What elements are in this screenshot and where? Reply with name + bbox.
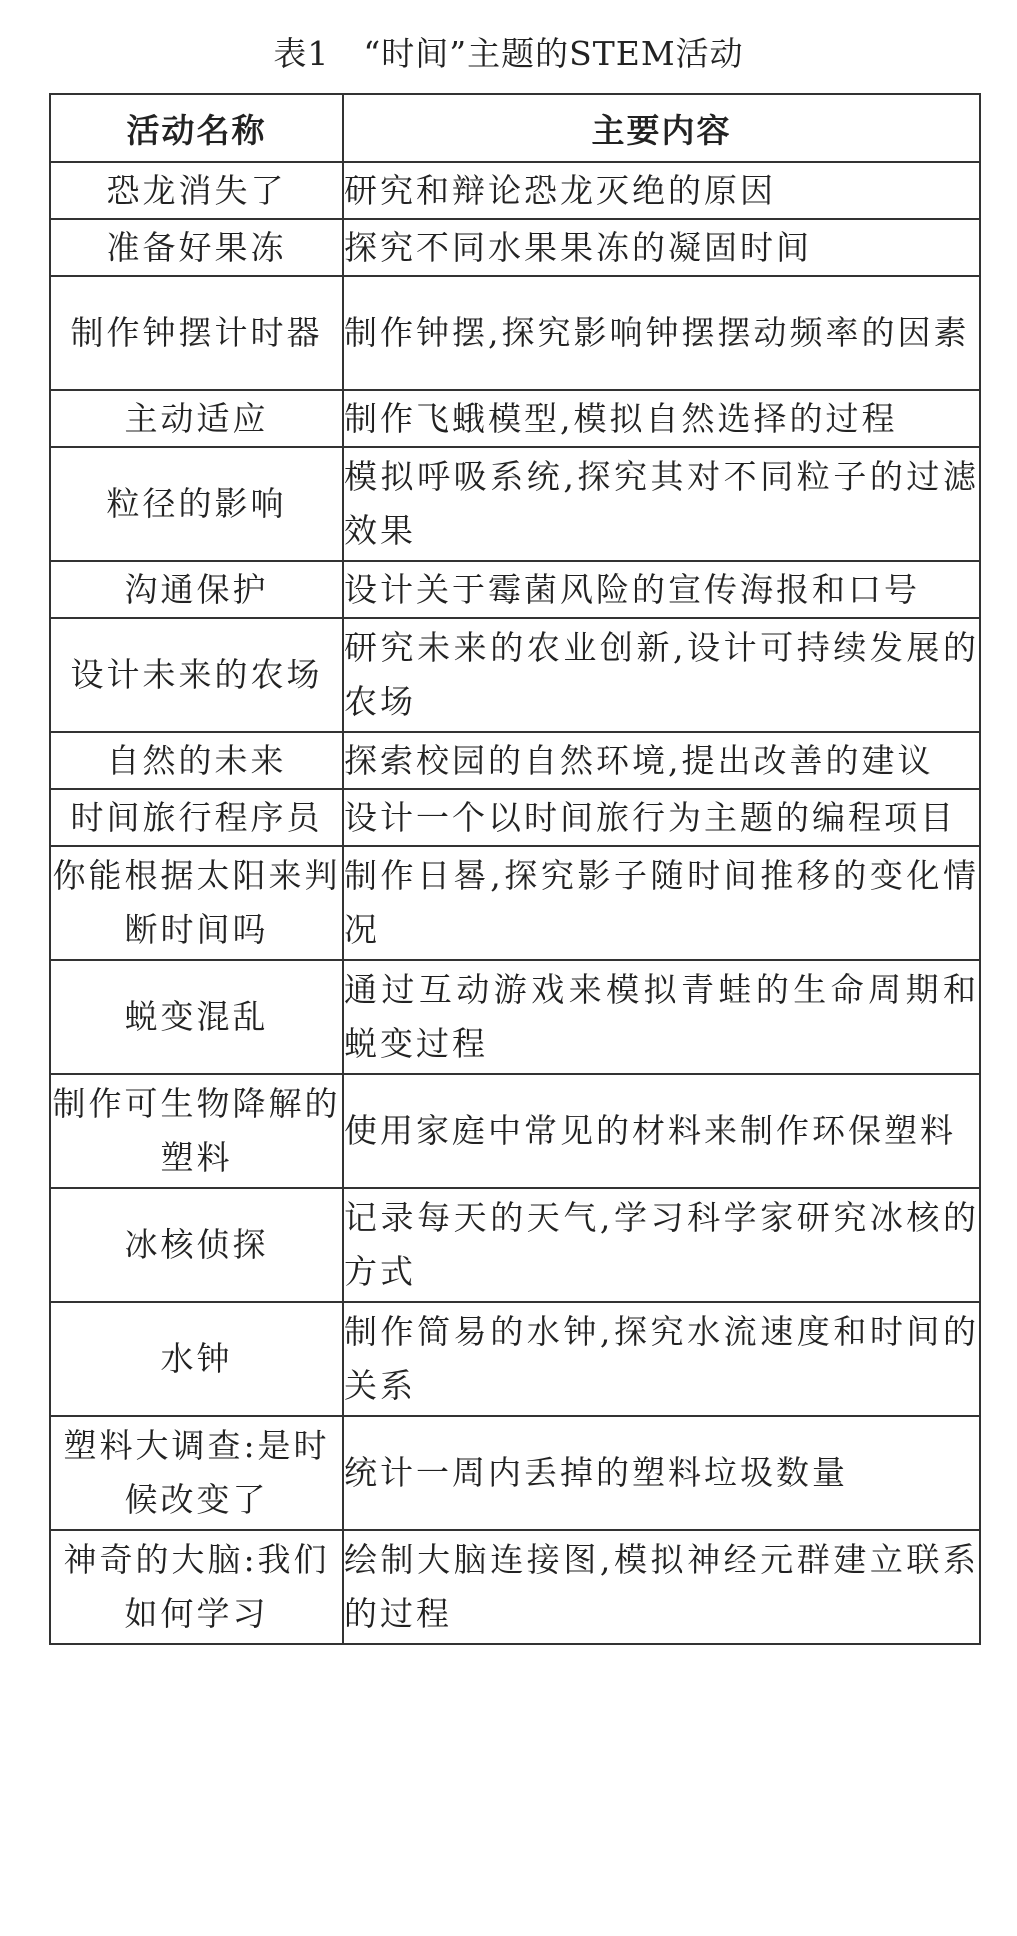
activity-content-cell: 研究和辩论恐龙灭绝的原因 (343, 162, 980, 219)
activity-content-cell: 探索校园的自然环境,提出改善的建议 (343, 732, 980, 789)
activity-content-cell: 探究不同水果果冻的凝固时间 (343, 219, 980, 276)
activity-content-cell: 使用家庭中常见的材料来制作环保塑料 (343, 1074, 980, 1188)
table-row (50, 846, 980, 960)
header-activity-name: 活动名称 (50, 94, 343, 162)
activity-content-cell: 制作简易的水钟,探究水流速度和时间的关系 (343, 1302, 980, 1416)
activity-name-cell: 准备好果冻 (50, 219, 343, 276)
activity-name-cell: 沟通保护 (50, 561, 343, 618)
activity-content-cell: 制作飞蛾模型,模拟自然选择的过程 (343, 390, 980, 447)
activity-name-cell: 神奇的大脑:我们如何学习 (50, 1530, 343, 1644)
activity-content-cell: 模拟呼吸系统,探究其对不同粒子的过滤效果 (343, 447, 980, 561)
activity-name-cell: 蜕变混乱 (50, 960, 343, 1074)
activity-content-cell: 通过互动游戏来模拟青蛙的生命周期和蜕变过程 (343, 960, 980, 1074)
table-title: “时间”主题的STEM活动 (363, 34, 744, 73)
table-row (50, 276, 980, 390)
activity-name-cell: 时间旅行程序员 (50, 789, 343, 846)
activity-content-cell: 研究未来的农业创新,设计可持续发展的农场 (343, 618, 980, 732)
table-row (50, 1530, 980, 1644)
table-row (50, 1416, 980, 1530)
table-row (50, 390, 980, 447)
table-row (50, 1188, 980, 1302)
table-caption (0, 24, 1017, 84)
table-row (50, 561, 980, 618)
table-row (50, 162, 980, 219)
table-row (50, 1074, 980, 1188)
table-row (50, 732, 980, 789)
activity-name-cell: 恐龙消失了 (50, 162, 343, 219)
activity-content-cell: 制作日晷,探究影子随时间推移的变化情况 (343, 846, 980, 960)
table-row (50, 447, 980, 561)
table-header-row (50, 94, 980, 162)
table-number: 表1 (273, 34, 330, 73)
table-row (50, 1302, 980, 1416)
activity-name-cell: 你能根据太阳来判断时间吗 (50, 846, 343, 960)
table-row (50, 618, 980, 732)
header-main-content: 主要内容 (343, 94, 980, 162)
activity-name-cell: 设计未来的农场 (50, 618, 343, 732)
table-row (50, 219, 980, 276)
activity-name-cell: 主动适应 (50, 390, 343, 447)
activities-table (49, 93, 981, 1645)
activity-content-cell: 统计一周内丢掉的塑料垃圾数量 (343, 1416, 980, 1530)
activity-name-cell: 水钟 (50, 1302, 343, 1416)
activity-content-cell: 绘制大脑连接图,模拟神经元群建立联系的过程 (343, 1530, 980, 1644)
activity-content-cell: 记录每天的天气,学习科学家研究冰核的方式 (343, 1188, 980, 1302)
activity-content-cell: 设计一个以时间旅行为主题的编程项目 (343, 789, 980, 846)
activity-content-cell: 设计关于霉菌风险的宣传海报和口号 (343, 561, 980, 618)
activity-name-cell: 制作钟摆计时器 (50, 276, 343, 390)
table-row (50, 789, 980, 846)
activity-name-cell: 塑料大调查:是时候改变了 (50, 1416, 343, 1530)
activity-name-cell: 粒径的影响 (50, 447, 343, 561)
activity-name-cell: 制作可生物降解的塑料 (50, 1074, 343, 1188)
activity-name-cell: 冰核侦探 (50, 1188, 343, 1302)
activity-content-cell: 制作钟摆,探究影响钟摆摆动频率的因素 (343, 276, 980, 390)
table-row (50, 960, 980, 1074)
activity-name-cell: 自然的未来 (50, 732, 343, 789)
